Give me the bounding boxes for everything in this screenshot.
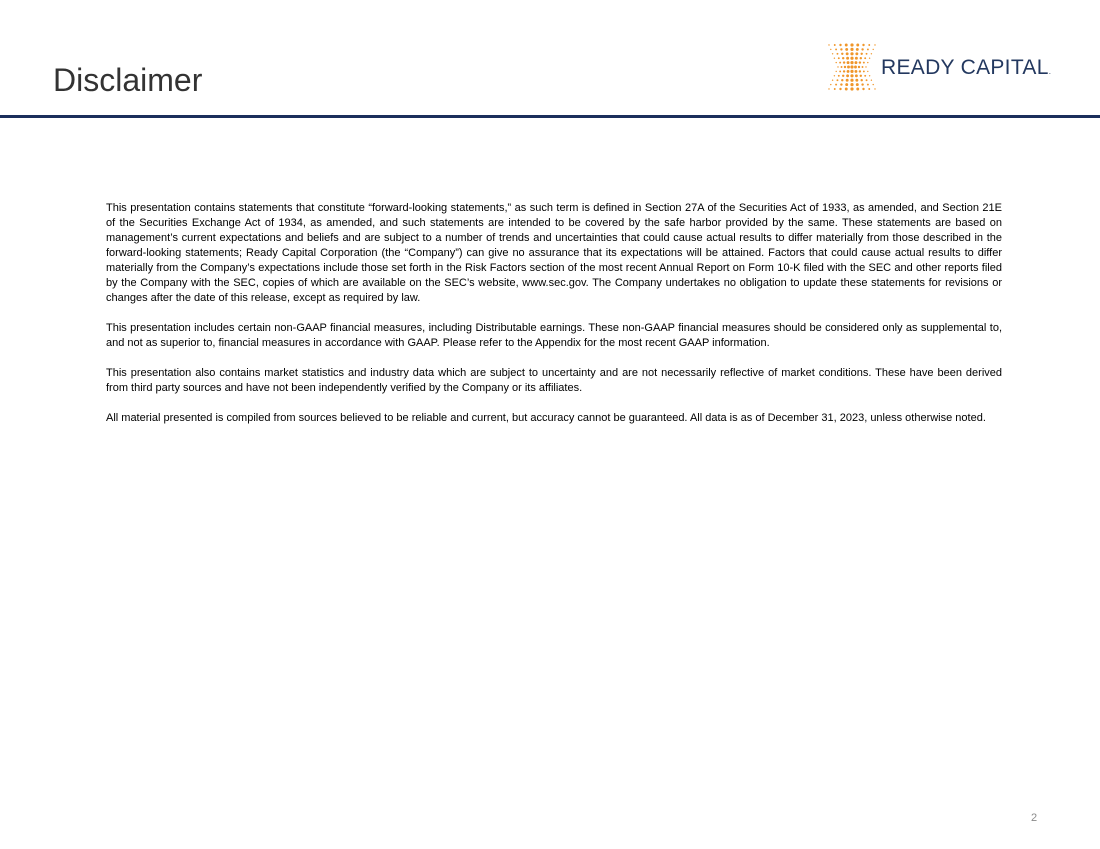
logo-dot [846,74,849,77]
logo-dot [847,61,850,64]
logo-dot [836,71,837,72]
logo-dot [834,88,836,90]
logo-dot [873,49,874,50]
logo-dot [868,44,870,46]
logo-dot [850,65,853,68]
logo-dot [855,61,858,64]
logo-dot [850,52,853,55]
logo-brand-text: READY CAPITAL [881,56,1049,79]
logo-dot [837,66,838,67]
logo-dot [863,62,865,64]
logo-dot [828,88,829,89]
logo-dot [855,57,858,60]
logo-dot [855,70,858,73]
logo-dot [858,66,860,68]
logo-dot [850,74,853,77]
logo-dot [861,53,863,55]
header-divider [0,115,1100,118]
disclaimer-paragraph-data-date: All material presented is compiled from sources believed to be reliable and current, but accuracy cannot be guaranteed. All data is as of December 31, 2023, unless otherwise noted. [106,412,986,424]
disclaimer-body [106,201,1002,441]
logo-dot [869,75,870,76]
ready-capital-logo [827,42,1062,94]
logo-dot [859,61,861,63]
disclaimer-paragraph-forward-looking: This presentation contains statements that constitute “forward-looking statements,” as such term is defined in Section 27A of the Securities Act of 1933, as amended, and Section 21E of the Securities Exchange Act of 1934, as amended, and such statements are intended to be covered by the safe harbor provided by the same. These statements are based on management’s current expectations and beliefs and are subject to a number of trends and uncertainties that could cause actual results to differ materially from those described in the forward-looking statements; Ready Capital Corporation (the “Company”) can give no assurance that its expectations will be attained. Factors that could cause actual results to differ materially from the Company’s expectations include those set forth in the Risk Factors section of the most recent Annual Report on Form 10-K filed with the SEC and other reports filed by the Company with the SEC, copies of which are available on the SEC’s website, www.sec.gov. The Company undertakes no obligation to update these statements for revisions or changes after the date of this release, except as required by law. [106,202,1002,304]
logo-dot [871,80,872,81]
logo-dot [866,79,868,81]
logo-dot [845,83,848,86]
logo-dot [867,84,869,86]
logo-dot [845,44,848,47]
logo-dot [856,44,859,47]
logo-dot [850,87,853,90]
logo-dot [850,61,853,64]
logo-dot [835,84,837,86]
logo-dot [860,75,862,77]
logo-dot [867,71,868,72]
logo-dot [850,83,853,86]
page-number: 2 [1031,812,1038,824]
logo-dot [856,48,859,51]
logo-dot [847,70,850,73]
logo-registered-mark: . [1048,67,1052,76]
logo-dot [836,62,837,63]
logo-dot [847,66,850,69]
logo-dot-mark-icon [827,42,877,94]
logo-dot [861,83,863,85]
logo-dot [855,74,858,77]
logo-dot [832,53,833,54]
logo-dot [842,57,844,59]
logo-dot [846,52,849,55]
logo-dot [841,79,843,81]
page-title: Disclaimer [53,62,203,98]
logo-dot [855,52,858,55]
logo-dot [839,62,841,64]
logo-dot [864,75,866,77]
logo-dot [832,80,833,81]
logo-dot [868,88,870,90]
logo-dot [859,70,861,72]
logo-dot [843,70,845,72]
disclaimer-paragraph-market-data: This presentation also contains market statistics and industry data which are subject to uncertainty and are not necessarily reflective of market conditions. These have been derived from third party sources and have not been independently verified by the Company or its affiliates. [106,367,1002,394]
logo-dot [861,79,863,81]
logo-dot [841,53,843,55]
logo-dot [841,66,843,68]
logo-dot [850,70,853,73]
logo-dot [862,44,864,46]
logo-dot [850,43,853,46]
logo-dot [860,57,862,59]
logo-dot [864,57,866,59]
logo-dot [845,48,848,51]
logo-dot [830,84,831,85]
logo-dot [828,44,829,45]
logo-dot [850,57,853,60]
logo-dot [838,75,840,77]
logo-dot [869,58,870,59]
logo-dot [839,88,841,90]
logo-dot [842,75,844,77]
logo-dot [855,79,858,82]
logo-dot [840,83,842,85]
logo-dot [862,66,864,68]
logo-dot [837,79,839,81]
logo-dot [871,53,872,54]
logo-dot [845,88,848,91]
logo-dot [846,57,849,60]
logo-dot [850,79,853,82]
disclaimer-paragraph-non-gaap: This presentation includes certain non-GAAP financial measures, including Distributable earnings. These non-GAAP financial measures should be considered only as supplemental to, and not as superior to, financial measures in accordance with GAAP. Please refer to the Appendix for the most recent GAAP information. [106,322,1002,349]
logo-dot [867,62,868,63]
logo-text [881,56,1051,80]
logo-dot [856,88,859,91]
logo-dot [874,88,875,89]
logo-dot [837,53,839,55]
logo-dot [830,49,831,50]
logo-dot [862,88,864,90]
logo-dot [854,66,857,69]
logo-dot [874,44,875,45]
logo-dot [846,79,849,82]
logo-dot [844,66,846,68]
logo-dot [843,61,845,63]
logo-dot [840,48,842,50]
logo-dot [866,53,868,55]
logo-dot [850,48,853,51]
logo-dot [835,48,837,50]
logo-dot [838,57,840,59]
logo-dot [863,70,865,72]
logo-dot [834,58,835,59]
logo-dot [834,75,835,76]
logo-dot [865,66,866,67]
logo-dot [861,48,863,50]
logo-dot [839,44,841,46]
logo-dot [856,83,859,86]
logo-dot [834,44,836,46]
logo-dot [839,70,841,72]
logo-dot [867,48,869,50]
logo-dot [873,84,874,85]
